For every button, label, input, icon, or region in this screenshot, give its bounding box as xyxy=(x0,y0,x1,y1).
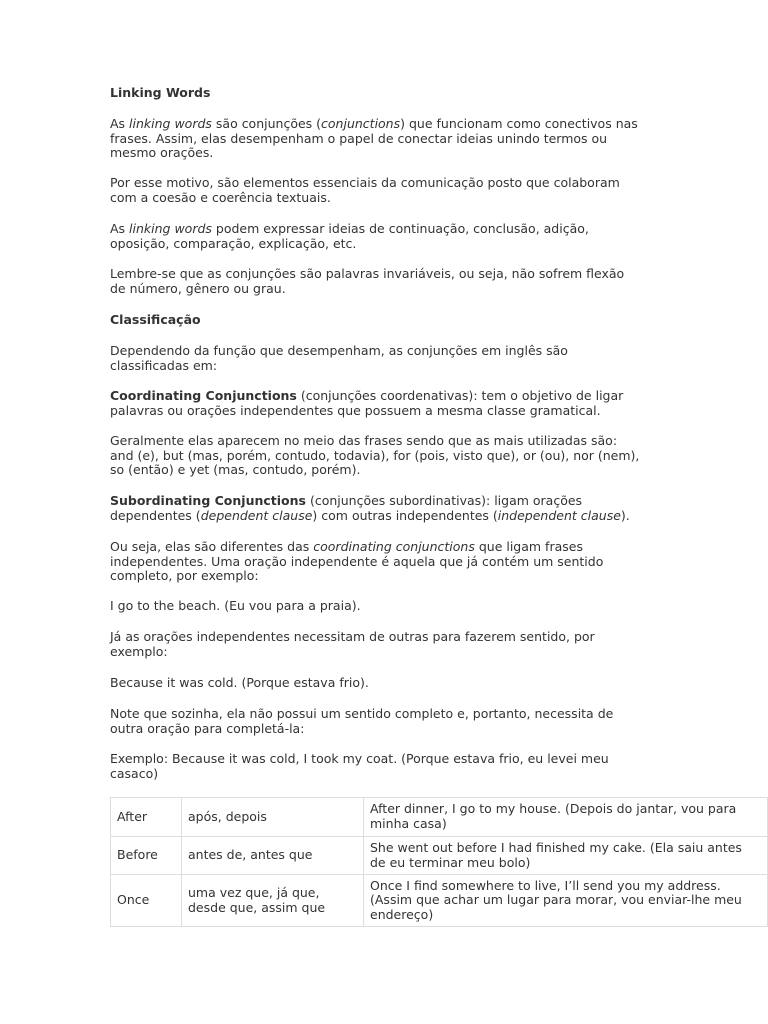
conjunctions-table xyxy=(110,797,768,927)
paragraph-example-beach: I go to the beach. (Eu vou para a praia). xyxy=(110,598,361,613)
document-title: Linking Words xyxy=(110,85,211,100)
table-row xyxy=(111,837,768,875)
paragraph-motive: Por esse motivo, são elementos essenciais da comunicação posto que colaboram com a coesão e coerência textuais. xyxy=(110,175,620,205)
table-cell-word: After xyxy=(111,798,182,837)
table-row xyxy=(111,875,768,927)
table-cell-example: After dinner, I go to my house. (Depois do jantar, vou para minha casa) xyxy=(364,798,768,837)
paragraph-classification: Dependendo da função que desempenham, as conjunções em inglês são classificadas em: xyxy=(110,343,568,373)
paragraph-example-coat: Exemplo: Because it was cold, I took my coat. (Porque estava frio, eu levei meu casaco) xyxy=(110,751,609,781)
paragraph-invariable: Lembre-se que as conjunções são palavras invariáveis, ou seja, não sofrem flexão de número, gênero ou grau. xyxy=(110,266,625,296)
table-cell-word: Before xyxy=(111,837,182,875)
section-heading-classification: Classificação xyxy=(110,312,201,327)
paragraph-common-conjunctions: Geralmente elas aparecem no meio das frases sendo que as mais utilizadas são: and (e), but (mas, porém, contudo, todavia), for (pois, visto que), or (ou), nor (nem), so (então) e yet (mas, contudo, porém). xyxy=(110,433,640,478)
table-cell-word: Once xyxy=(111,875,182,927)
table-cell-meaning: uma vez que, já que, desde que, assim que xyxy=(182,875,364,927)
paragraph-difference: Ou seja, elas são diferentes das coordinating conjunctions que ligam frases independentes. Uma oração independente é aquela que já contém um sentido completo, por exemplo: xyxy=(110,539,604,584)
paragraph-coordinating: Coordinating Conjunctions (conjunções coordenativas): tem o objetivo de ligar palavras ou orações independentes que possuem a mesma classe gramatical. xyxy=(110,388,624,418)
paragraph-subordinating: Subordinating Conjunctions (conjunções subordinativas): ligam orações dependentes (dependent clause) com outras independentes (independent clause). xyxy=(110,493,630,523)
table-row xyxy=(111,798,768,837)
paragraph-note: Note que sozinha, ela não possui um sentido completo e, portanto, necessita de outra oração para completá-la: xyxy=(110,706,614,736)
paragraph-ideas: As linking words podem expressar ideias de continuação, conclusão, adição, oposição, comparação, explicação, etc. xyxy=(110,221,589,251)
paragraph-intro: As linking words são conjunções (conjunctions) que funcionam como conectivos nas frases. Assim, elas desempenham o papel de conectar ideias unindo termos ou mesmo orações. xyxy=(110,116,638,161)
table-cell-example: Once I find somewhere to live, I’ll send you my address. (Assim que achar um lugar para morar, vou enviar-lhe meu endereço) xyxy=(364,875,768,927)
table-cell-example: She went out before I had finished my cake. (Ela saiu antes de eu terminar meu bolo) xyxy=(364,837,768,875)
table-cell-meaning: antes de, antes que xyxy=(182,837,364,875)
paragraph-dependent: Já as orações independentes necessitam de outras para fazerem sentido, por exemplo: xyxy=(110,629,595,659)
table-cell-meaning: após, depois xyxy=(182,798,364,837)
paragraph-example-cold: Because it was cold. (Porque estava frio). xyxy=(110,675,369,690)
